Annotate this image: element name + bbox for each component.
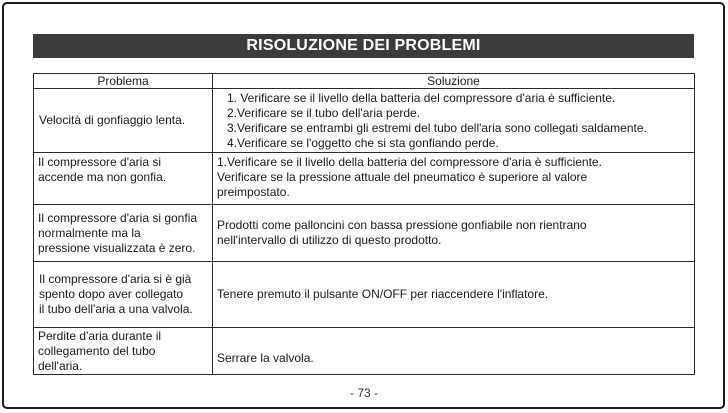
solution-text: 4.Verificare se l'oggetto che si sta gonfiando perde. bbox=[227, 135, 499, 150]
solution-text: Verificare se la pressione attuale del pneumatico è superiore al valore bbox=[217, 170, 588, 184]
solution-text: 1. Verificare se il livello della batteria del compressore d'aria è sufficiente. bbox=[227, 90, 616, 105]
problem-text: il tubo dell'aria a una valvola. bbox=[39, 302, 193, 316]
solution-cell bbox=[213, 262, 695, 328]
troubleshooting-table bbox=[33, 73, 695, 375]
problem-text: Il compressore d'aria si gonfia bbox=[38, 210, 198, 225]
problem-cell bbox=[34, 89, 213, 153]
solution-cell bbox=[213, 89, 695, 153]
solution-cell bbox=[213, 328, 695, 375]
problem-text: collegamento del tubo bbox=[38, 344, 156, 358]
solution-text: preimpostato. bbox=[217, 185, 290, 199]
table-row bbox=[34, 89, 695, 153]
problem-text: spento dopo aver collegato bbox=[39, 287, 184, 301]
solution-text: 3.Verificare se entrambi gli estremi del tubo dell'aria sono collegati saldamente. bbox=[227, 120, 647, 135]
header-solution: Soluzione bbox=[213, 74, 695, 89]
page-title: RISOLUZIONE DEI PROBLEMI bbox=[33, 34, 694, 58]
table-row bbox=[34, 328, 695, 375]
solution-text: 2.Verificare se il tubo dell'aria perde. bbox=[227, 105, 421, 120]
table-row bbox=[34, 205, 695, 262]
solution-text: Serrare la valvola. bbox=[217, 350, 314, 365]
problem-text: normalmente ma la bbox=[38, 225, 141, 240]
table-header-row bbox=[34, 74, 695, 89]
problem-text: Perdite d'aria durante il bbox=[38, 329, 162, 343]
table-row bbox=[34, 262, 695, 328]
solution-text: 1.Verificare se il livello della batteria del compressore d'aria è sufficiente. bbox=[217, 155, 602, 169]
solution-text: Tenere premuto il pulsante ON/OFF per riaccendere l'inflatore. bbox=[217, 287, 549, 301]
problem-cell bbox=[34, 153, 213, 205]
header-problem: Problema bbox=[34, 74, 213, 89]
problem-text: Il compressore d'aria si bbox=[38, 155, 161, 169]
problem-text: Il compressore d'aria si è già bbox=[39, 272, 192, 286]
problem-text: accende ma non gonfia. bbox=[38, 170, 167, 184]
table-row bbox=[34, 153, 695, 205]
page-number: - 73 - bbox=[349, 386, 378, 400]
solution-cell bbox=[213, 205, 695, 262]
solution-cell bbox=[213, 153, 695, 205]
problem-cell bbox=[34, 262, 213, 328]
solution-text: Prodotti come palloncini con bassa pressione gonfiabile non rientrano bbox=[217, 218, 587, 232]
problem-text: pressione visualizzata è zero. bbox=[38, 240, 196, 255]
problem-cell bbox=[34, 328, 213, 375]
problem-cell bbox=[34, 205, 213, 262]
solution-text: nell'intervallo di utilizzo di questo prodotto. bbox=[217, 233, 442, 247]
problem-text: dell'aria. bbox=[38, 359, 83, 373]
problem-text: Velocità di gonfiaggio lenta. bbox=[39, 113, 186, 127]
